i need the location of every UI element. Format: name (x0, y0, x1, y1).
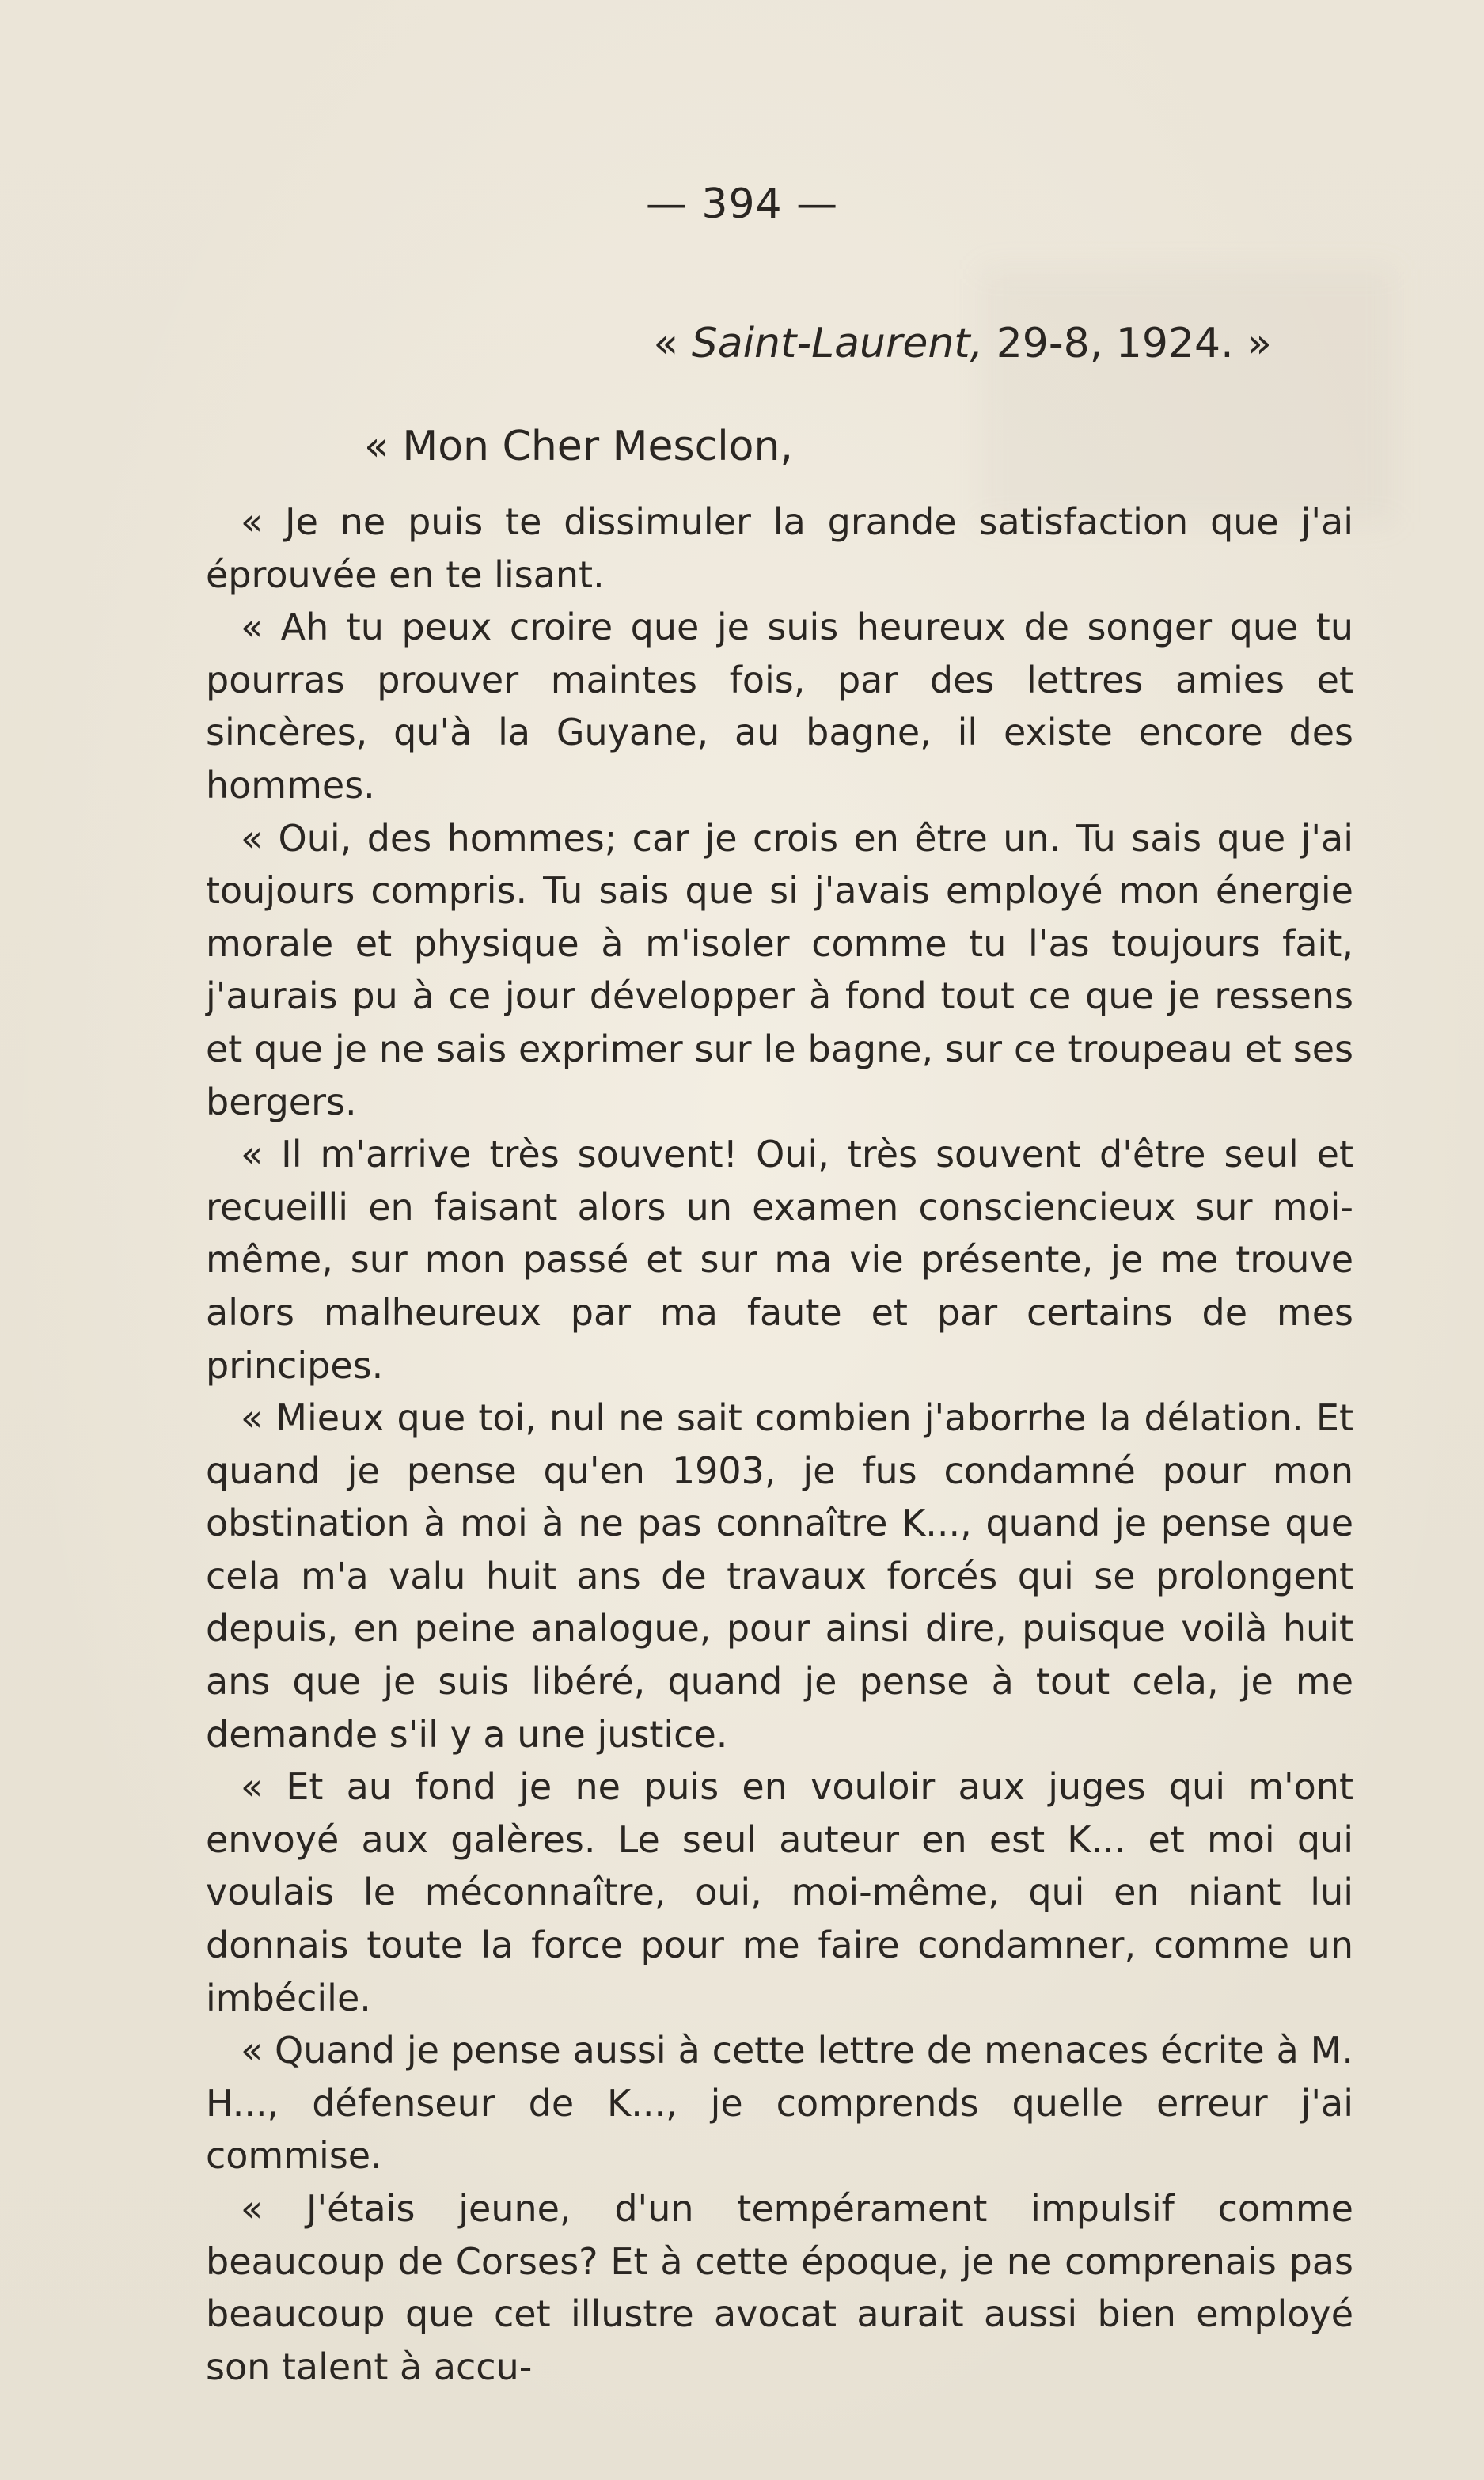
paragraph: « Il m'arrive très souvent! Oui, très souvent d'être seul et recueilli en faisant alors un examen consciencieux sur moi-même, sur mon passé et sur ma vie présente, je me trouve alors malheureux par ma faute et par certains de mes principes. (206, 1133, 1353, 1387)
bleed-through-shadow (981, 269, 1393, 522)
paragraph: « J'étais jeune, d'un tempérament impulsif comme beaucoup de Corses? Et à cette époque, je ne comprenais pas beaucoup que cet illustre avocat aurait aussi bien employé son talent à accu- (206, 2187, 1353, 2388)
paragraph: « Et au fond je ne puis en vouloir aux juges qui m'ont envoyé aux galères. Le seul auteur en est K... et moi qui voulais le méconnaître, oui, moi-même, qui en niant lui donnais toute la force pour me faire condamner, comme un imbécile. (206, 1765, 1353, 2019)
letter-body (206, 496, 1353, 2393)
letter-dateline (653, 320, 1272, 367)
paragraph: « Quand je pense aussi à cette lettre de menaces écrite à M. H..., défenseur de K..., je comprends quelle erreur j'ai commise. (206, 2029, 1353, 2178)
paragraph: « Je ne puis te dissimuler la grande satisfaction que j'ai éprouvée en te lisant. (206, 500, 1353, 596)
letter-salutation: « Mon Cher Mesclon, (364, 423, 793, 470)
paragraph: « Mieux que toi, nul ne sait combien j'aborrhe la délation. Et quand je pense qu'en 1903, je fus condamné pour mon obstination à moi à ne pas connaître K..., quand je pense que cela m'a valu huit ans de travaux forcés qui se prolongent depuis, en peine analogue, pour ainsi dire, puisque voilà huit ans que je suis libéré, quand je pense à tout cela, je me demande s'il y a une justice. (206, 1396, 1353, 1756)
page-number: — 394 — (645, 180, 839, 228)
dateline-date: 29-8, 1924. » (983, 320, 1272, 367)
dateline-open-quote: « (653, 320, 692, 367)
dateline-place: Saint-Laurent, (691, 320, 984, 367)
paragraph: « Oui, des hommes; car je crois en être un. Tu sais que j'ai toujours compris. Tu sais que si j'avais employé mon énergie morale et physique à m'isoler comme tu l'as toujours fait, j'aurais pu à ce jour développer à fond tout ce que je ressens et que je ne sais exprimer sur le bagne, sur ce troupeau et ses bergers. (206, 816, 1353, 1123)
paragraph: « Ah tu peux croire que je suis heureux de songer que tu pourras prouver maintes fois, par des lettres amies et sincères, qu'à la Guyane, au bagne, il existe encore des hommes. (206, 606, 1353, 807)
